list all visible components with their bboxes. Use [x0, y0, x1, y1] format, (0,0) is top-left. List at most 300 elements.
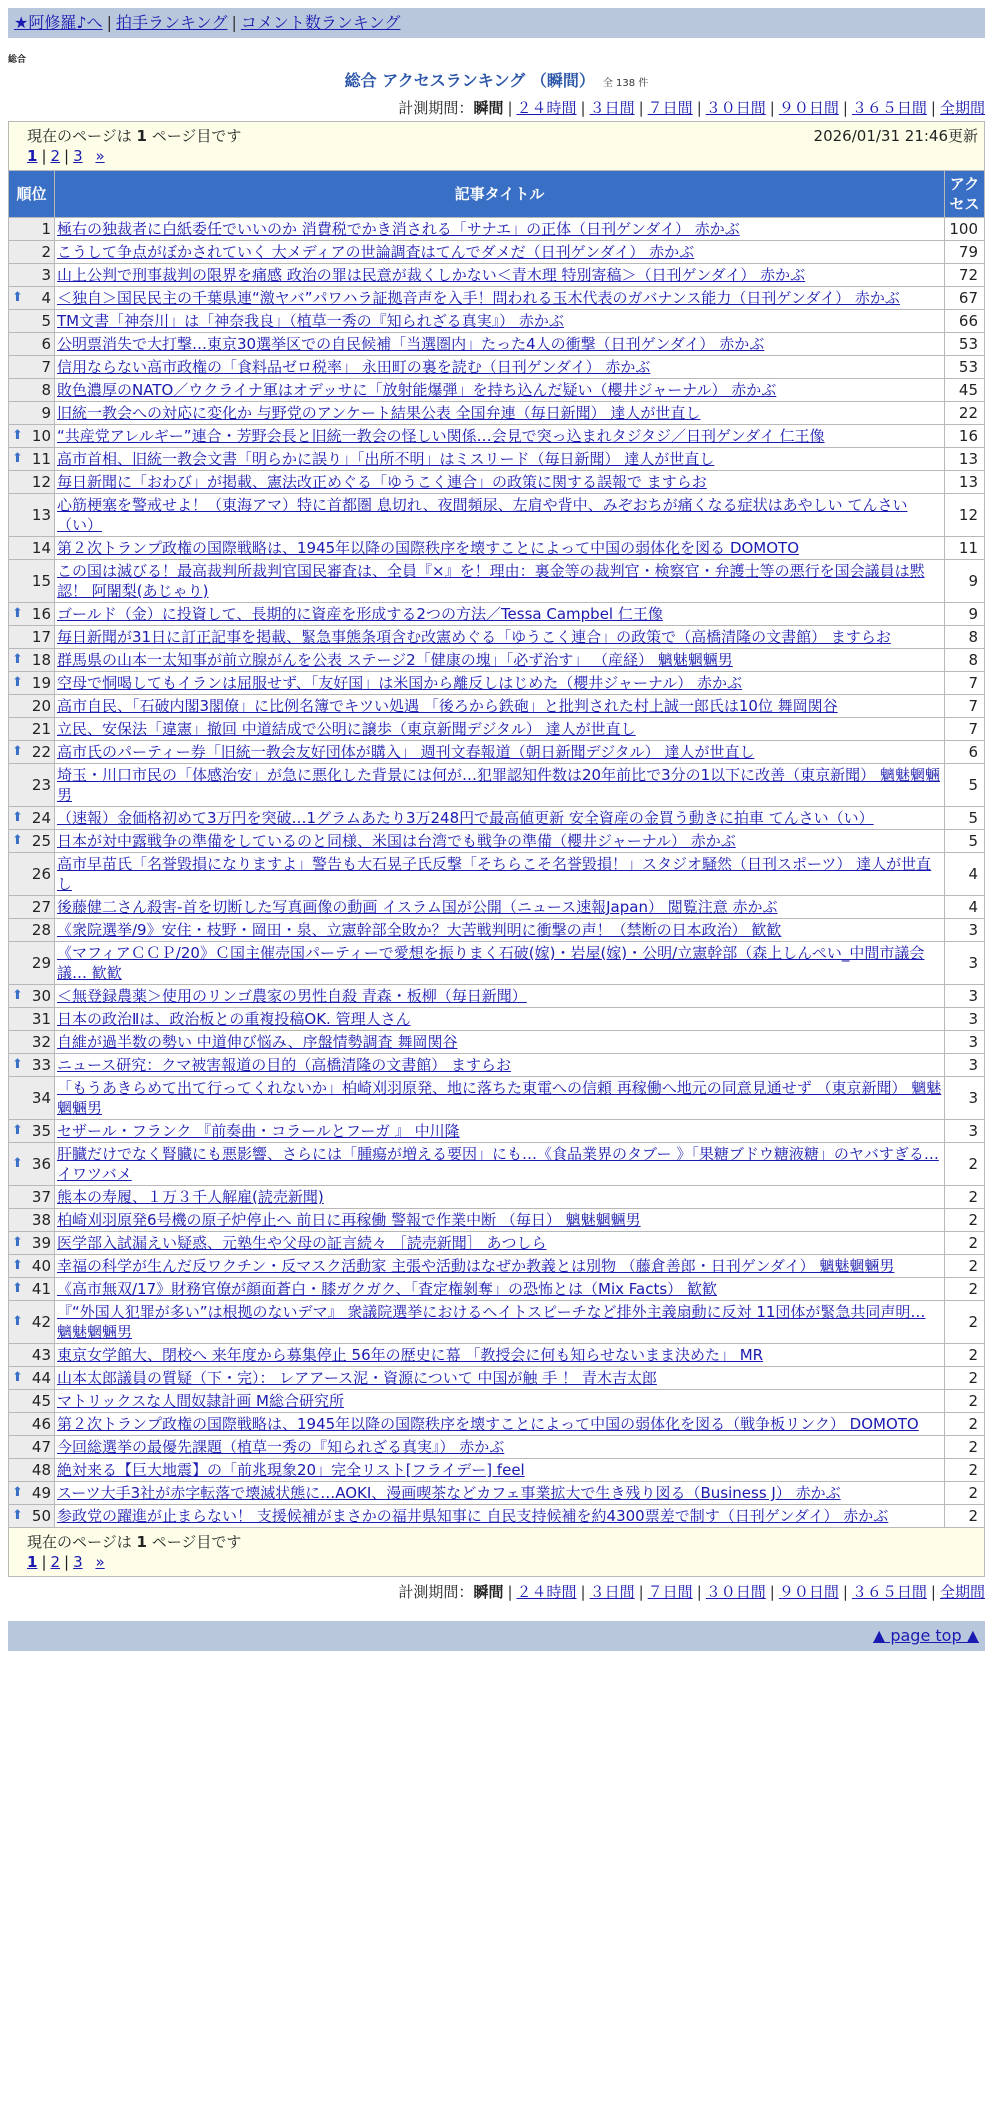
page-link-1[interactable]: 1	[27, 147, 38, 165]
article-link[interactable]: 日本が対中露戦争の準備をしているのと同様、米国は台湾でも戦争の準備（櫻井ジャーナル） 赤かぶ	[57, 832, 736, 850]
rank-cell	[9, 264, 55, 287]
rank-cell	[9, 402, 55, 425]
nav-separator: |	[231, 13, 237, 32]
table-row	[9, 603, 985, 626]
page-suffix: ページ目です	[151, 127, 242, 145]
rank-up-arrow-icon: ⬆	[12, 1258, 23, 1273]
access-count: 2	[944, 1255, 984, 1278]
period-option-0[interactable]: ２４時間	[516, 1583, 577, 1601]
table-row	[9, 1301, 985, 1344]
rank-up-arrow-icon: ⬆	[12, 810, 23, 825]
rank-cell	[9, 1120, 55, 1143]
page-suffix: ページ目です	[151, 1533, 242, 1551]
title-cell	[55, 287, 945, 310]
rank-number: 17	[31, 628, 51, 646]
rank-cell	[9, 1186, 55, 1209]
rank-cell	[9, 626, 55, 649]
rank-number: 16	[31, 605, 51, 623]
rank-cell	[9, 1367, 55, 1390]
article-link[interactable]: 第２次トランプ政権の国際戦略は、1945年以降の国際秩序を壊すことによって中国の弱体化を図る DOMOTO	[57, 539, 800, 557]
article-link[interactable]: ゴールド（金）に投資して、長期的に資産を形成する2つの方法／Tessa Campbel 仁王像	[57, 605, 663, 623]
table-row	[9, 626, 985, 649]
title-cell	[55, 695, 945, 718]
table-row	[9, 741, 985, 764]
rank-cell	[9, 1344, 55, 1367]
title-cell	[55, 537, 945, 560]
article-link[interactable]: セザール・フランク 『前奏曲・コラールとフーガ 』 中川隆	[57, 1122, 460, 1140]
rank-number: 28	[31, 921, 51, 939]
access-count: 53	[944, 333, 984, 356]
rank-number: 42	[31, 1313, 51, 1331]
table-row	[9, 333, 985, 356]
title-cell	[55, 241, 945, 264]
rank-number: 20	[31, 697, 51, 715]
page-separator: |	[64, 1553, 70, 1571]
title-cell	[55, 402, 945, 425]
article-link[interactable]: 第２次トランプ政権の国際戦略は、1945年以降の国際秩序を壊すことによって中国の弱体化を図る（戦争板リンク） DOMOTO	[57, 1415, 919, 1433]
rank-number: 32	[31, 1033, 51, 1051]
title-cell	[55, 1008, 945, 1031]
table-row	[9, 560, 985, 603]
rank-cell	[9, 356, 55, 379]
access-count: 11	[944, 537, 984, 560]
article-link[interactable]: ニュース研究：クマ被害報道の目的（高橋清隆の文書館） ますらお	[57, 1056, 512, 1074]
page-link-1[interactable]: 1	[27, 1553, 38, 1571]
rank-number: 47	[31, 1438, 51, 1456]
article-link[interactable]: 今回総選挙の最優先課題（植草一秀の『知られざる真実』） 赤かぶ	[57, 1438, 505, 1456]
table-row	[9, 241, 985, 264]
rank-number: 40	[31, 1257, 51, 1275]
rank-cell	[9, 764, 55, 807]
rank-up-arrow-icon: ⬆	[12, 1123, 23, 1138]
rank-number: 25	[31, 832, 51, 850]
table-row	[9, 379, 985, 402]
article-link[interactable]: 柏崎刈羽原発6号機の原子炉停止へ 前日に再稼働 警報で作業中断 （毎日） 魑魅魍魎男	[57, 1211, 641, 1229]
period-separator: |	[638, 99, 644, 117]
article-link[interactable]: 埼玉・川口市民の「体感治安」が急に悪化した背景には何が…犯罪認知件数は20年前比で3分の1以下に改善（東京新聞） 魑魅魍魎男	[57, 766, 940, 804]
title-cell	[55, 626, 945, 649]
next-page-link[interactable]: »	[95, 1553, 105, 1571]
period-separator: |	[507, 99, 513, 117]
rank-up-arrow-icon: ⬆	[12, 675, 23, 690]
article-link[interactable]: 絶対来る【巨大地震】の「前兆現象20」完全リスト[フライデー] feel	[57, 1461, 525, 1479]
rank-number: 10	[31, 427, 51, 445]
table-row	[9, 985, 985, 1008]
total-count: 全 138 件	[602, 78, 649, 89]
rank-number: 6	[41, 335, 51, 353]
rank-number: 27	[31, 898, 51, 916]
bottom-pager-status	[27, 1532, 978, 1552]
article-link[interactable]: マトリックスな人間奴隷計画 M総合研究所	[57, 1392, 344, 1410]
period-option-2[interactable]: ７日間	[647, 99, 693, 117]
table-row	[9, 853, 985, 896]
article-link[interactable]: 公明票消失で大打撃…東京30選挙区での自民候補「当選圏内」たった4人の衝撃（日刊ゲンダイ） 赤かぶ	[57, 335, 765, 353]
page-link-2[interactable]: 2	[50, 1553, 61, 1571]
rank-up-arrow-icon: ⬆	[12, 1281, 23, 1296]
rank-cell	[9, 942, 55, 985]
title-cell	[55, 830, 945, 853]
title-cell	[55, 425, 945, 448]
table-row	[9, 310, 985, 333]
title-cell	[55, 471, 945, 494]
period-option-1[interactable]: ３日間	[589, 99, 635, 117]
period-separator: |	[930, 1583, 936, 1601]
rank-number: 36	[31, 1155, 51, 1173]
rank-cell	[9, 672, 55, 695]
table-row	[9, 1209, 985, 1232]
category-label: 総合	[8, 55, 27, 65]
rank-up-arrow-icon: ⬆	[12, 1314, 23, 1329]
rank-cell	[9, 560, 55, 603]
rank-cell	[9, 471, 55, 494]
title-cell	[55, 649, 945, 672]
table-row	[9, 218, 985, 241]
title-column-header: 記事タイトル	[55, 171, 945, 218]
current-page-number: 1	[136, 127, 147, 145]
current-page-number: 1	[136, 1533, 147, 1551]
article-link[interactable]: 《衆院選挙/9》安住・枝野・岡田・泉、立憲幹部全敗か？大苦戦判明に衝撃の声！（禁断の日本政治） 歓歓	[57, 921, 782, 939]
article-link[interactable]: 心筋梗塞を警戒せよ！（東海アマ）特に首都圏 息切れ、夜間頻尿、左肩や背中、みぞおちが痛くなる症状はあやしい てんさい（い）	[57, 496, 908, 534]
article-link[interactable]: 「もうあきらめて出て行ってくれないか」柏崎刈羽原発、地に落ちた東電への信頼 再稼働へ地元の同意見通せず （東京新聞） 魑魅魍魎男	[57, 1079, 942, 1117]
period-option-3[interactable]: ３０日間	[705, 1583, 766, 1601]
article-link[interactable]: 医学部入試漏えい疑惑、元塾生や父母の証言続々 ［読売新聞］ あつしら	[57, 1234, 547, 1252]
title-cell	[55, 1436, 945, 1459]
access-count: 2	[944, 1344, 984, 1367]
page-prefix: 現在のページは	[27, 1533, 132, 1551]
access-count: 53	[944, 356, 984, 379]
period-separator: |	[507, 1583, 513, 1601]
title-cell	[55, 853, 945, 896]
period-option-3[interactable]: ３０日間	[705, 99, 766, 117]
period-option-0[interactable]: ２４時間	[516, 99, 577, 117]
article-link[interactable]: “共産党アレルギー”連合・芳野会長と旧統一教会の怪しい関係…会見で突っ込まれタジタジ／日刊ゲンダイ 仁王像	[57, 427, 825, 445]
rank-cell	[9, 537, 55, 560]
article-link[interactable]: 自維が過半数の勢い 中道伸び悩み、序盤情勢調査 舞岡関谷	[57, 1033, 458, 1051]
table-row	[9, 537, 985, 560]
rank-cell	[9, 1278, 55, 1301]
article-link[interactable]: 熊本の寿履、１万３千人解雇(読売新聞)	[57, 1188, 324, 1206]
access-count: 3	[944, 985, 984, 1008]
title-cell	[55, 1077, 945, 1120]
title-cell	[55, 942, 945, 985]
title-cell	[55, 1120, 945, 1143]
table-row	[9, 807, 985, 830]
rank-number: 41	[31, 1280, 51, 1298]
pager-top	[9, 122, 985, 171]
access-count: 67	[944, 287, 984, 310]
page-link-3[interactable]: 3	[73, 1553, 83, 1571]
period-option-6[interactable]: 全期間	[939, 99, 985, 117]
title-cell	[55, 896, 945, 919]
title-cell	[55, 264, 945, 287]
table-row	[9, 1031, 985, 1054]
article-link[interactable]: 後藤健二さん殺害-首を切断した写真画像の動画 イスラム国が公開（ニュース速報Japan） 閲覧注意 赤かぶ	[57, 898, 778, 916]
access-count: 2	[944, 1413, 984, 1436]
rank-cell	[9, 1505, 55, 1528]
table-row	[9, 1344, 985, 1367]
rank-number: 2	[41, 243, 51, 261]
table-row	[9, 1278, 985, 1301]
rank-cell	[9, 896, 55, 919]
access-count: 2	[944, 1367, 984, 1390]
rank-cell	[9, 1209, 55, 1232]
rank-cell	[9, 287, 55, 310]
period-option-1[interactable]: ３日間	[589, 1583, 635, 1601]
footer-bar	[8, 1621, 985, 1651]
access-count: 7	[944, 695, 984, 718]
rank-cell	[9, 1054, 55, 1077]
access-count: 8	[944, 649, 984, 672]
access-count: 5	[944, 807, 984, 830]
table-row	[9, 1390, 985, 1413]
article-link[interactable]: 毎日新聞に「おわび」が掲載、憲法改正めぐる「ゆうこく連合」の政策に関する誤報で ますらお	[57, 473, 707, 491]
access-count: 13	[944, 471, 984, 494]
period-option-5[interactable]: ３６５日間	[851, 99, 927, 117]
period-option-4[interactable]: ９０日間	[778, 99, 839, 117]
rank-up-arrow-icon: ⬆	[12, 1370, 23, 1385]
page-link-3[interactable]: 3	[73, 147, 83, 165]
access-count: 3	[944, 942, 984, 985]
rank-number: 44	[31, 1369, 51, 1387]
title-cell	[55, 919, 945, 942]
rank-cell	[9, 494, 55, 537]
article-link[interactable]: 群馬県の山本一太知事が前立腺がんを公表 ステージ2「健康の塊」「必ず治す」 （産経） 魑魅魍魎男	[57, 651, 733, 669]
article-link[interactable]: 《マフィアＣＣＰ/20》Ｃ国主催売国パーティーで愛想を振りまく石破(嫁)・岩屋(嫁)・公明/立憲幹部（森上しんぺい_中間市議会議… 歓歓	[57, 944, 925, 982]
table-header-row	[9, 171, 985, 218]
article-link[interactable]: 東京女学館大、閉校へ 来年度から募集停止 56年の歴史に幕 「教授会に何も知らせないまま決めた」 MR	[57, 1346, 764, 1364]
top-page-indicator	[27, 126, 241, 146]
top-period-current: 瞬間	[473, 99, 504, 117]
article-link[interactable]: TM文書「神奈川」は「神奈我良」（植草一秀の『知られざる真実』） 赤かぶ	[57, 312, 564, 330]
rank-number: 8	[41, 381, 51, 399]
table-row	[9, 695, 985, 718]
table-row	[9, 649, 985, 672]
rank-cell	[9, 1459, 55, 1482]
period-option-4[interactable]: ９０日間	[778, 1583, 839, 1601]
title-cell	[55, 1278, 945, 1301]
article-link[interactable]: 毎日新聞が31日に訂正記事を掲載、緊急事態条項含む改憲めぐる「ゆうこく連合」の政策で（高橋清隆の文書館） ますらお	[57, 628, 891, 646]
rank-up-arrow-icon: ⬆	[12, 833, 23, 848]
rank-number: 30	[31, 987, 51, 1005]
table-row	[9, 1232, 985, 1255]
access-count: 2	[944, 1186, 984, 1209]
access-count: 72	[944, 264, 984, 287]
bottom-page-indicator	[27, 1532, 241, 1552]
page-separator: |	[64, 147, 70, 165]
comment-ranking-link[interactable]: コメント数ランキング	[240, 13, 401, 32]
period-separator: |	[580, 99, 586, 117]
article-link[interactable]: 高市自民、「石破内閣3閣僚」に比例名簿でキツい処遇 「後ろから鉄砲」と批判された村上誠一郎氏は10位 舞岡関谷	[57, 697, 838, 715]
article-link[interactable]: 山本太郎議員の質疑（下・完）： レアアース泥・資源について 中国が触 手 ！ 青木吉太郎	[57, 1369, 657, 1387]
table-row	[9, 1054, 985, 1077]
rank-number: 12	[31, 473, 51, 491]
title-cell	[55, 1255, 945, 1278]
rank-up-arrow-icon: ⬆	[12, 652, 23, 667]
pager-bottom	[9, 1528, 985, 1577]
table-row	[9, 718, 985, 741]
article-link[interactable]: 立民、安保法「違憲」撤回 中道結成で公明に譲歩（東京新聞デジタル） 達人が世直し	[57, 720, 636, 738]
ranking-header	[8, 70, 985, 95]
rank-cell	[9, 830, 55, 853]
title-cell	[55, 1367, 945, 1390]
rank-cell	[9, 695, 55, 718]
access-count: 2	[944, 1301, 984, 1344]
article-link[interactable]: 山上公判で刑事裁判の限界を痛感 政治の罪は民意が裁くしかない＜青木理 特別寄稿＞（日刊ゲンダイ） 赤かぶ	[57, 266, 806, 284]
access-count: 3	[944, 1077, 984, 1120]
table-row	[9, 402, 985, 425]
article-link[interactable]: 高市早苗氏「名誉毀損になりますよ」警告も大石晃子氏反撃「そちらこそ名誉毀損！」スタジオ騒然（日刊スポーツ） 達人が世直し	[57, 855, 932, 893]
rank-cell	[9, 1008, 55, 1031]
rank-cell	[9, 1077, 55, 1120]
access-count: 2	[944, 1209, 984, 1232]
table-row	[9, 1413, 985, 1436]
title-cell	[55, 310, 945, 333]
title-cell	[55, 1143, 945, 1186]
access-count: 7	[944, 672, 984, 695]
table-row	[9, 764, 985, 807]
period-selector-bottom	[8, 1581, 985, 1603]
table-row	[9, 494, 985, 537]
rank-up-arrow-icon: ⬆	[12, 1508, 23, 1523]
rank-cell	[9, 807, 55, 830]
article-link[interactable]: 『“外国人犯罪が多い”は根拠のないデマ』 衆議院選挙におけるヘイトスピーチなど排外主義扇動に反対 11団体が緊急共同声明… 魑魅魍魎男	[57, 1303, 926, 1341]
title-cell	[55, 672, 945, 695]
article-link[interactable]: 肝臓だけでなく腎臓にも悪影響、さらには「腫瘍が増える要因」にも…《食品業界のタブー 》「果糖ブドウ糖液糖」のヤバすぎる… イワツバメ	[57, 1145, 939, 1183]
rank-number: 7	[41, 358, 51, 376]
rank-cell	[9, 1413, 55, 1436]
rank-number: 9	[41, 404, 51, 422]
table-row	[9, 448, 985, 471]
table-row	[9, 942, 985, 985]
access-count: 4	[944, 853, 984, 896]
table-row	[9, 287, 985, 310]
page-link-2[interactable]: 2	[50, 147, 61, 165]
access-column-header: アクセス	[944, 171, 984, 218]
rank-cell	[9, 218, 55, 241]
table-row	[9, 896, 985, 919]
title-cell	[55, 1413, 945, 1436]
rank-number: 3	[41, 266, 51, 284]
article-link[interactable]: 敗色濃厚のNATO／ウクライナ軍はオデッサに「放射能爆弾」を持ち込んだ疑い（櫻井ジャーナル） 赤かぶ	[57, 381, 777, 399]
title-cell	[55, 1232, 945, 1255]
article-link[interactable]: ＜独自＞国民民主の千葉県連“激ヤバ”パワハラ証拠音声を入手！問われる玉木代表のガバナンス能力（日刊ゲンダイ） 赤かぶ	[57, 289, 900, 307]
rank-up-arrow-icon: ⬆	[12, 1485, 23, 1500]
rank-number: 15	[31, 572, 51, 590]
article-link[interactable]: スーツ大手3社が赤字転落で壊滅状態に…AOKI、漫画喫茶などカフェ事業拡大で生き残り図る（Business J） 赤かぶ	[57, 1484, 841, 1502]
title-cell	[55, 494, 945, 537]
bottom-period-current: 瞬間	[473, 1583, 504, 1601]
top-page-links	[27, 146, 978, 166]
access-count: 45	[944, 379, 984, 402]
table-row	[9, 672, 985, 695]
bottom-period-label: 計測期間：	[398, 1583, 474, 1601]
access-count: 6	[944, 741, 984, 764]
article-link[interactable]: 旧統一教会への対応に変化か 与野党のアンケート結果公表 全国弁連（毎日新聞） 達人が世直し	[57, 404, 701, 422]
rank-up-arrow-icon: ⬆	[12, 451, 23, 466]
rank-cell	[9, 1301, 55, 1344]
next-page-link[interactable]: »	[95, 147, 105, 165]
article-link[interactable]: 日本の政治Ⅱは、政治板との重複投稿OK. 管理人さん	[57, 1010, 411, 1028]
article-link[interactable]: 信用ならない高市政権の「食料品ゼロ税率」 永田町の裏を読む（日刊ゲンダイ） 赤かぶ	[57, 358, 651, 376]
table-row	[9, 356, 985, 379]
period-selector-top	[8, 97, 985, 119]
table-row	[9, 425, 985, 448]
table-row	[9, 1120, 985, 1143]
rank-number: 50	[31, 1507, 51, 1525]
title-cell	[55, 718, 945, 741]
table-row	[9, 471, 985, 494]
article-link[interactable]: ＜無登録農薬＞使用のリンゴ農家の男性自殺 青森・板柳（毎日新聞）	[57, 987, 527, 1005]
period-option-6[interactable]: 全期間	[939, 1583, 985, 1601]
title-cell	[55, 603, 945, 626]
updated-timestamp: 2026/01/31 21:46更新	[813, 127, 978, 145]
table-row	[9, 1505, 985, 1528]
page-title: 総合 アクセスランキング （瞬間）	[344, 71, 595, 90]
ranking-table	[8, 121, 985, 1577]
article-link[interactable]: 《高市無双/17》財務官僚が顔面蒼白・膝ガクガク、「査定権剝奪」の恐怖とは（Mix Facts） 歓歓	[57, 1280, 717, 1298]
article-link[interactable]: 幸福の科学が生んだ反ワクチン・反マスク活動家 主張や活動はなぜか教義とは別物 （藤倉善郎・日刊ゲンダイ） 魑魅魍魎男	[57, 1257, 895, 1275]
rank-cell	[9, 379, 55, 402]
article-link[interactable]: 参政党の躍進が止まらない！ 支援候補がまさかの福井県知事に 自民支持候補を約4300票差で制す（日刊ゲンダイ） 赤かぶ	[57, 1507, 889, 1525]
title-cell	[55, 333, 945, 356]
rank-number: 31	[31, 1010, 51, 1028]
title-cell	[55, 1054, 945, 1077]
rank-number: 35	[31, 1122, 51, 1140]
page-top-link[interactable]: ▲ page top ▲	[872, 1626, 979, 1645]
period-option-5[interactable]: ３６５日間	[851, 1583, 927, 1601]
table-row	[9, 264, 985, 287]
access-count: 9	[944, 603, 984, 626]
rank-number: 26	[31, 865, 51, 883]
rank-number: 23	[31, 776, 51, 794]
table-row	[9, 1255, 985, 1278]
access-count: 4	[944, 896, 984, 919]
article-link[interactable]: この国は滅びる！最高裁判所裁判官国民審査は、全員『×』を！理由：裏金等の裁判官・検察官・弁護士等の悪行を国会議員は黙認！ 阿闍梨(あじゃり)	[57, 562, 925, 600]
table-row	[9, 1008, 985, 1031]
article-link[interactable]: 空母で恫喝してもイランは屈服せず、「友好国」は米国から離反しはじめた（櫻井ジャーナル） 赤かぶ	[57, 674, 743, 692]
title-cell	[55, 1459, 945, 1482]
access-count: 3	[944, 1031, 984, 1054]
rank-number: 13	[31, 506, 51, 524]
article-link[interactable]: こうして争点がぼかされていく 大メディアの世論調査はてんでダメだ（日刊ゲンダイ） 赤かぶ	[57, 243, 695, 261]
rank-number: 43	[31, 1346, 51, 1364]
title-cell	[55, 1186, 945, 1209]
rank-number: 19	[31, 674, 51, 692]
title-cell	[55, 1505, 945, 1528]
article-link[interactable]: 高市首相、旧統一教会文書「明らかに誤り」「出所不明」はミスリード（毎日新聞） 達人が世直し	[57, 450, 715, 468]
access-count: 7	[944, 718, 984, 741]
access-count: 2	[944, 1482, 984, 1505]
article-link[interactable]: 極右の独裁者に白紙委任でいいのか 消費税でかき消される「サナエ」の正体（日刊ゲンダイ） 赤かぶ	[57, 220, 740, 238]
rank-number: 18	[31, 651, 51, 669]
rank-number: 45	[31, 1392, 51, 1410]
period-option-2[interactable]: ７日間	[647, 1583, 693, 1601]
rank-cell	[9, 741, 55, 764]
article-link[interactable]: （速報）金価格初めて3万円を突破…1グラムあたり3万248円で最高値更新 安全資産の金買う動きに拍車 てんさい（い）	[57, 809, 874, 827]
period-separator: |	[580, 1583, 586, 1601]
rank-number: 33	[31, 1056, 51, 1074]
home-link[interactable]: ★阿修羅♪へ	[14, 13, 103, 32]
page-separator	[83, 1553, 96, 1571]
applause-ranking-link[interactable]: 拍手ランキング	[115, 13, 228, 32]
article-link[interactable]: 高市氏のパーティー券「旧統一教会友好団体が購入」 週刊文春報道（朝日新聞デジタル） 達人が世直し	[57, 743, 755, 761]
rank-number: 39	[31, 1234, 51, 1252]
title-cell	[55, 1209, 945, 1232]
table-row	[9, 919, 985, 942]
title-cell	[55, 356, 945, 379]
period-separator: |	[696, 99, 702, 117]
access-count: 16	[944, 425, 984, 448]
